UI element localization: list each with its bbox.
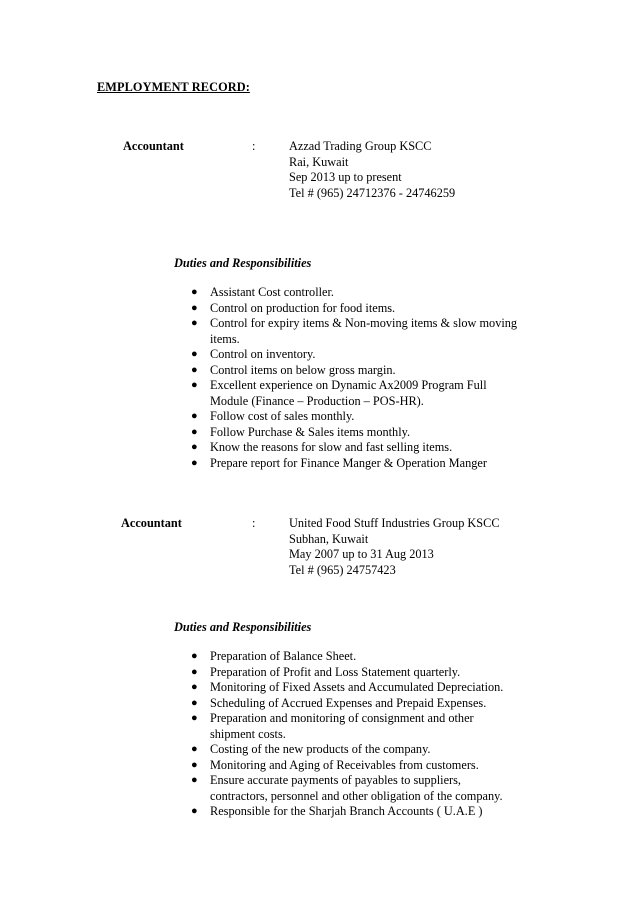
list-item: ● Control for expiry items & Non-moving items & slow moving items. (191, 316, 518, 346)
job-2-period: May 2007 up to 31 Aug 2013 (289, 547, 434, 561)
bullet-icon: ● (191, 348, 198, 360)
bullet-icon: ● (191, 805, 198, 817)
bullet-icon: ● (191, 743, 198, 755)
bullet-icon: ● (191, 758, 198, 771)
job-2-duties-title: Duties and Responsibilities (174, 620, 312, 634)
bullet-icon: ● (191, 441, 198, 453)
bullet-icon: ● (191, 650, 198, 662)
job-1-duties-list (186, 285, 521, 471)
list-item: ● Preparation of Profit and Loss Statement quarterly. (191, 664, 461, 679)
bullet-icon: ● (191, 456, 198, 469)
job-1-duties-title: Duties and Responsibilities (174, 256, 312, 270)
list-item: ● Follow cost of sales monthly. (191, 409, 355, 423)
job-2-location: Subhan, Kuwait (289, 531, 369, 546)
list-item: ● Monitoring and Aging of Receivables from customers. (191, 757, 479, 772)
list-item: ● Preparation and monitoring of consignment and other shipment costs. (191, 711, 474, 741)
list-item: ● Preparation of Balance Sheet. (191, 649, 357, 663)
job-2-role: Accountant (121, 516, 182, 530)
bullet-icon: ● (191, 425, 198, 438)
bullet-icon: ● (191, 696, 198, 709)
list-item: ● Responsible for the Sharjah Branch Accounts ( U.A.E ) (191, 804, 483, 818)
list-item: ● Costing of the new products of the company. (191, 742, 431, 756)
bullet-icon: ● (191, 410, 198, 422)
job-1-location: Rai, Kuwait (289, 154, 349, 169)
job-1-employer-block (289, 139, 455, 201)
job-1-period: Sep 2013 up to present (289, 170, 402, 184)
job-2-employer-block (289, 516, 500, 578)
job-1-role: Accountant (123, 139, 184, 153)
job-2-employer: United Food Stuff Industries Group KSCC (289, 516, 500, 530)
list-item: ● Know the reasons for slow and fast selling items. (191, 440, 453, 454)
bullet-icon: ● (191, 363, 198, 376)
list-item: ● Scheduling of Accrued Expenses and Prepaid Expenses. (191, 695, 487, 710)
job-1-colon: : (252, 139, 256, 153)
bullet-icon: ● (191, 665, 198, 678)
bullet-icon: ● (191, 379, 198, 391)
list-item: ● Ensure accurate payments of payables to suppliers, contractors, personnel and other obligation of the company. (191, 773, 503, 803)
list-item: ● Follow Purchase & Sales items monthly. (191, 424, 411, 439)
bullet-icon: ● (191, 286, 198, 298)
bullet-icon: ● (191, 317, 198, 329)
job-2-colon: : (252, 516, 256, 530)
list-item: ● Control on production for food items. (191, 300, 396, 315)
section-heading: EMPLOYMENT RECORD: (97, 80, 250, 94)
job-2-duties-list (186, 649, 521, 820)
list-item: ● Excellent experience on Dynamic Ax2009 Program Full Module (Finance – Production – POS-HR). (191, 378, 487, 408)
list-item: ● Prepare report for Finance Manger & Operation Manger (191, 455, 487, 470)
job-1-employer: Azzad Trading Group KSCC (289, 139, 432, 153)
list-item: ● Monitoring of Fixed Assets and Accumulated Depreciation. (191, 680, 504, 694)
job-2-phone: Tel # (965) 24757423 (289, 562, 396, 577)
bullet-icon: ● (191, 712, 198, 724)
job-1-phone: Tel # (965) 24712376 - 24746259 (289, 185, 456, 200)
list-item: ● Assistant Cost controller. (191, 285, 334, 299)
bullet-icon: ● (191, 301, 198, 314)
bullet-icon: ● (191, 774, 198, 786)
list-item: ● Control items on below gross margin. (191, 362, 396, 377)
bullet-icon: ● (191, 681, 198, 693)
list-item: ● Control on inventory. (191, 347, 316, 361)
